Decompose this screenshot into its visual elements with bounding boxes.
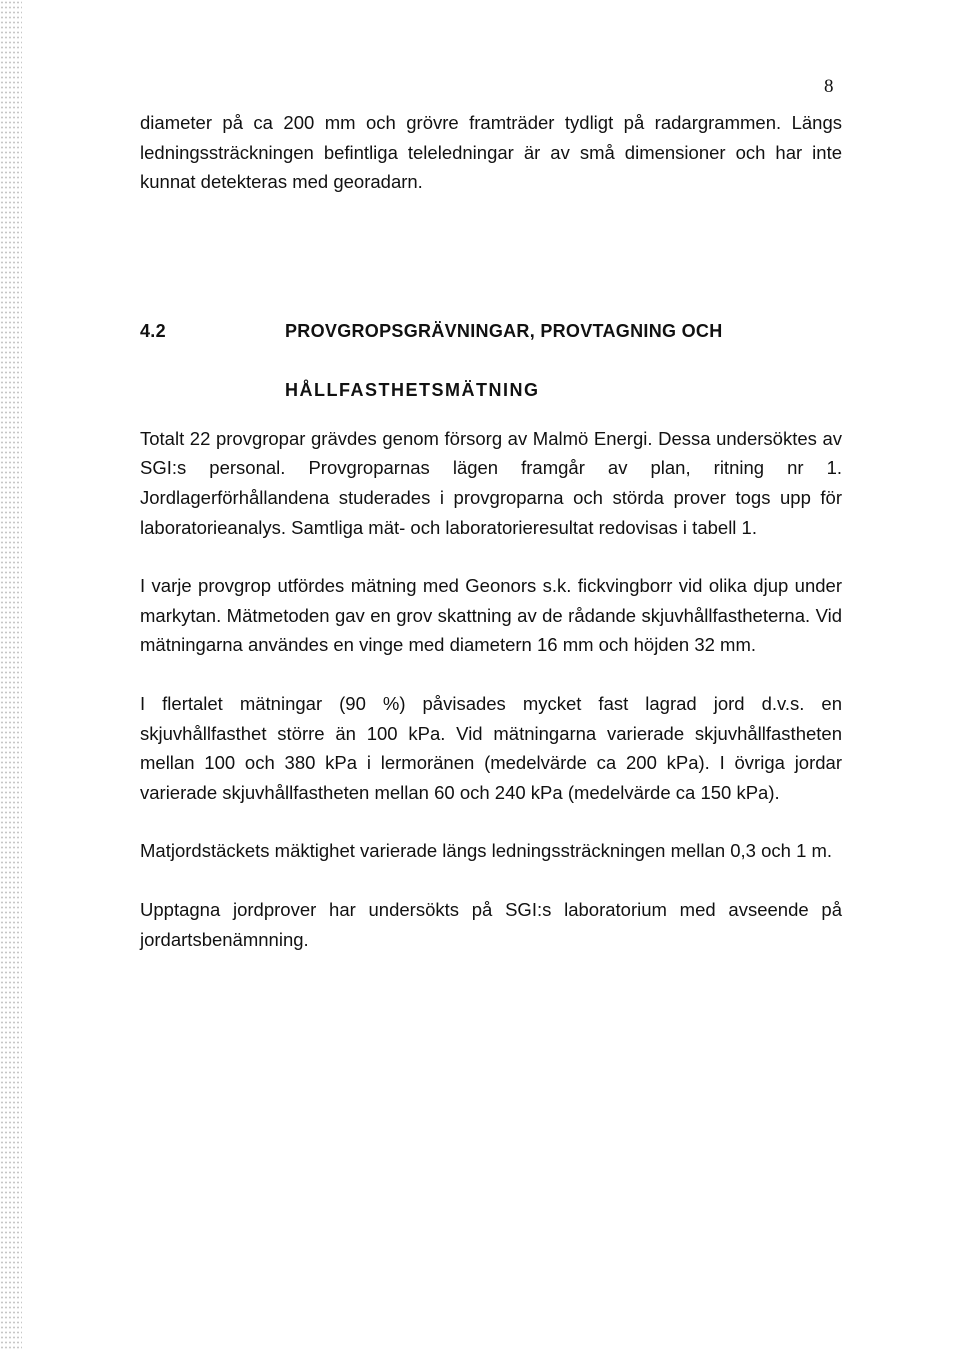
- section-title-line1: PROVGROPSGRÄVNINGAR, PROVTAGNING OCH: [285, 320, 723, 341]
- paragraph-fickvingborr: I varje provgrop utfördes mätning med Geonors s.k. fickvingborr vid olika djup under markytan. Mätmetoden gav en grov skattning av de rådande skjuvhållfastheterna. Vid mätningarna användes en vinge med diametern 16 mm och höjden 32 mm.: [140, 575, 842, 656]
- section-number: 4.2: [140, 320, 166, 341]
- paragraph-jordprover: Upptagna jordprover har undersökts på SGI:s laboratorium med avseende på jordartsbenämnning.: [140, 898, 842, 950]
- page-number: 8: [824, 76, 834, 97]
- document-body: [140, 108, 842, 954]
- scan-edge-noise: [0, 0, 22, 1350]
- section-title-line2: HÅLLFASTHETSMÄTNING: [285, 379, 540, 400]
- paragraph-provgropar: Totalt 22 provgropar grävdes genom försorg av Malmö Energi. Dessa undersöktes av SGI:s personal. Provgroparnas lägen framgår av plan, ritning nr 1. Jordlagerförhållandena studerades i provgroparna och störda prover togs upp för laboratorieanalys. Samtliga mät- och laboratorieresultat redovisas i tabell 1.: [140, 427, 842, 538]
- section-heading-line1: [140, 321, 842, 351]
- paragraph-skjuvhallfasthet: I flertalet mätningar (90 %) påvisades mycket fast lagrad jord d.v.s. en skjuvhållfasthet större än 100 kPa. Vid mätningarna varierade skjuvhållfastheten mellan 100 och 380 kPa i lermoränen (medelvärde ca 200 kPa). I övriga jordar varierade skjuvhållfastheten mellan 60 och 240 kPa (medelvärde ca 150 kPa).: [140, 692, 842, 803]
- paragraph-intro: diameter på ca 200 mm och grövre framträder tydligt på radargrammen. Längs ledningssträckningen befintliga teleledningar är av små dimensioner och har inte kunnat detekteras med georadarn.: [140, 112, 842, 193]
- section-heading: [140, 321, 842, 410]
- paragraph-matjord: Matjordstäckets mäktighet varierade längs ledningssträckningen mellan 0,3 och 1 m.: [140, 840, 833, 862]
